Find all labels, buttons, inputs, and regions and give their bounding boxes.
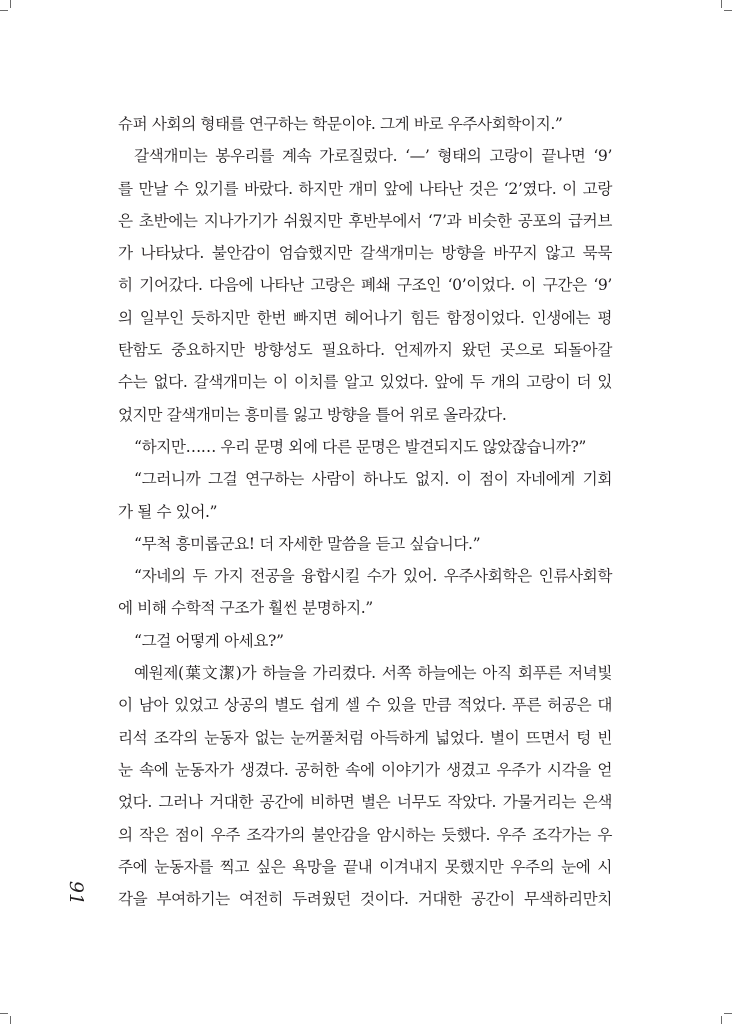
crop-mark-top-left-vertical [10,0,11,8]
text-line: “하지만…… 우리 문명 외에 다른 문명은 발견되지도 않았잖습니까?” [134,437,586,456]
text-line: “자네의 두 가지 전공을 융합시킬 수가 있어. 우주사회학은 인류사회학 [134,567,612,586]
text-line: 를 만날 수 있기를 바랐다. 하지만 개미 앞에 나타난 것은 ‘2’였다. 이 고랑 [118,179,612,198]
text-line: 에 비해 수학적 구조가 훨씬 분명하지.” [118,599,373,618]
text-line: 리석 조각의 눈동자 없는 눈꺼풀처럼 아득하게 넓었다. 별이 뜨면서 텅 빈 [118,728,612,747]
crop-mark-bottom-left-vertical [10,1016,11,1024]
text-line: 가 될 수 있어.” [118,502,218,521]
text-line: “무척 흥미롭군요! 더 자세한 말씀을 듣고 싶습니다.” [134,534,481,553]
crop-mark-bottom-right-vertical [721,1016,722,1024]
text-line: 이 남아 있었고 상공의 별도 쉽게 셀 수 있을 만큼 적었다. 푸른 허공은 대 [118,696,612,715]
crop-mark-bottom-right-horizontal [724,1013,732,1014]
text-line: 주에 눈동자를 찍고 싶은 욕망을 끝내 이겨내지 못했지만 우주의 눈에 시 [118,857,612,876]
text-line: 슈퍼 사회의 형태를 연구하는 학문이야. 그게 바로 우주사회학이지.” [118,115,563,133]
text-line: 눈 속에 눈동자가 생겼다. 공허한 속에 이야기가 생겼고 우주가 시각을 얻 [118,760,612,779]
page-number: 91 [65,880,87,906]
text-line: 은 초반에는 지나가기가 쉬웠지만 후반부에서 ‘7’과 비슷한 공포의 급커브 [118,211,612,230]
text-line: 의 작은 점이 우주 조각가의 불안감을 암시하는 듯했다. 우주 조각가는 우 [118,825,612,844]
text-line: 가 나타났다. 불안감이 엄습했지만 갈색개미는 방향을 바꾸지 않고 묵묵 [118,244,612,263]
text-line: “그걸 어떻게 아세요?” [134,631,284,650]
text-line: 각을 부여하기는 여전히 두려웠던 것이다. 거대한 공간이 무색하리만치 [118,890,612,909]
crop-mark-bottom-left-horizontal [0,1013,8,1014]
text-line: 갈색개미는 봉우리를 계속 가로질렀다. ‘—’ 형태의 고랑이 끝나면 ‘9’ [134,147,612,166]
text-line: 예원제(葉文潔)가 하늘을 가리켰다. 서쪽 하늘에는 아직 회푸른 저녁빛 [134,664,612,683]
text-line: 었다. 그러나 거대한 공간에 비하면 별은 너무도 작았다. 가물거리는 은색 [118,793,612,812]
crop-mark-top-right-horizontal [724,10,732,11]
crop-mark-top-right-vertical [721,0,722,8]
text-line: 의 일부인 듯하지만 한번 빠지면 헤어나기 힘든 함정이었다. 인생에는 평 [118,308,612,327]
crop-mark-top-left-horizontal [0,10,8,11]
text-line: “그러니까 그걸 연구하는 사람이 하나도 없지. 이 점이 자네에게 기회 [134,470,612,489]
body-text [118,108,612,915]
text-line: 수는 없다. 갈색개미는 이 이치를 알고 있었다. 앞에 두 개의 고랑이 더 있 [118,373,612,392]
text-line: 히 기어갔다. 다음에 나타난 고랑은 폐쇄 구조인 ‘0’이었다. 이 구간은 ‘9’ [118,276,612,295]
text-line: 탄함도 중요하지만 방향성도 필요하다. 언제까지 왔던 곳으로 되돌아갈 [118,341,612,360]
text-line: 었지만 갈색개미는 흥미를 잃고 방향을 틀어 위로 올라갔다. [118,405,507,424]
